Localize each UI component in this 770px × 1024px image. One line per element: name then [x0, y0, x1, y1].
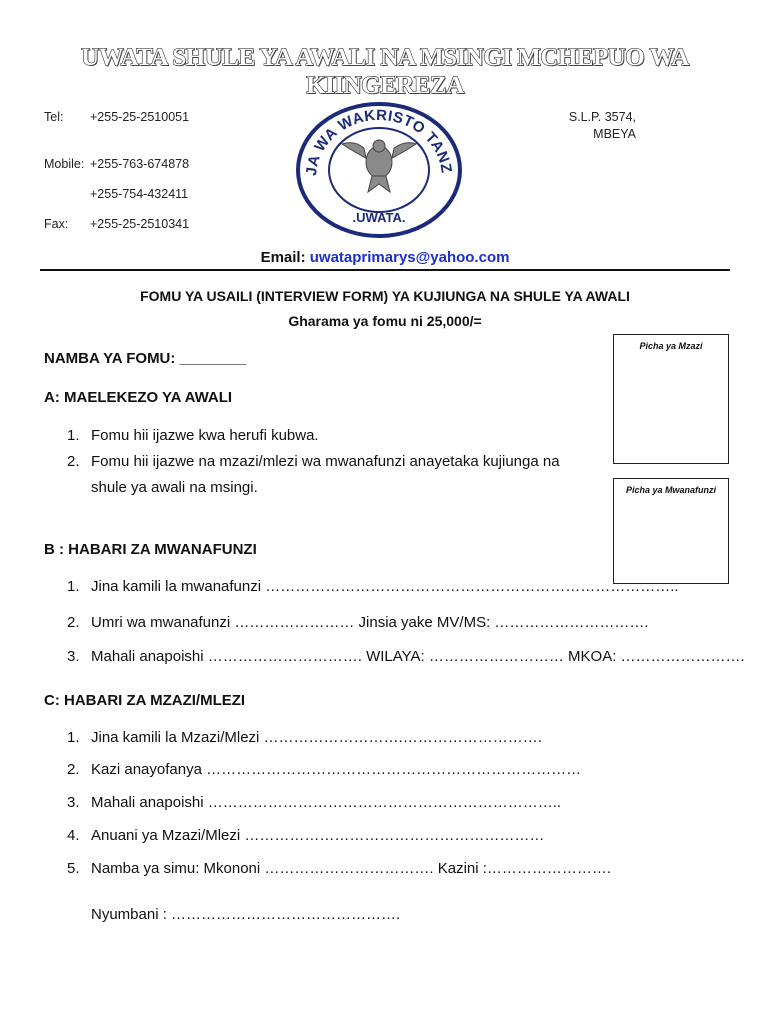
form-title: FOMU YA USAILI (INTERVIEW FORM) YA KUJIUNGA NA SHULE YA AWALI	[140, 288, 630, 304]
email-label: Email:	[260, 249, 306, 266]
student-residence-field[interactable]	[67, 648, 745, 665]
mobile-label: Mobile:	[44, 157, 85, 171]
section-a-item-2-cont	[67, 479, 258, 496]
mobile-value-1: +255-763-674878	[90, 157, 190, 171]
student-name-field[interactable]	[67, 578, 679, 595]
section-a-item-1	[67, 427, 319, 444]
school-title-line1: UWATA SHULE YA AWALI NA MSINGI MCHEPUO WA	[81, 44, 689, 71]
item-text: Fomu hii ijazwe kwa herufi kubwa.	[91, 427, 319, 444]
item-number: 3.	[67, 794, 80, 811]
school-title-line2: KIINGEREZA	[306, 72, 464, 99]
item-text: Kazi anayofanya …………………………………………………………………	[91, 761, 582, 778]
parent-photo-box	[613, 334, 729, 464]
item-number: 5.	[67, 860, 80, 877]
student-photo-label: Picha ya Mwanafunzi	[625, 485, 717, 495]
tel-value: +255-25-2510051	[90, 110, 190, 124]
logo-abbrev: .UWATA.	[352, 210, 406, 225]
item-text: Umri wa mwanafunzi …………………… Jinsia yake MV/MS: ………………………….	[91, 614, 649, 631]
section-b-heading: B : HABARI ZA MWANAFUNZI	[44, 541, 257, 558]
student-photo-box	[613, 478, 729, 584]
item-text: Mahali anapoishi ……………………………………………………………..	[91, 794, 562, 811]
item-number: 1.	[67, 427, 80, 444]
home-phone-field[interactable]: Nyumbani : ……………………………………….	[91, 906, 401, 923]
item-text: Mahali anapoishi …………………………. WILAYA: ……………………… MKOA: …………………….	[91, 648, 745, 665]
item-text: Fomu hii ijazwe na mzazi/mlezi wa mwanafunzi anayetaka kujiunga na	[91, 453, 560, 470]
logo-seal-icon	[294, 100, 464, 240]
email-line	[0, 249, 770, 266]
city: MBEYA	[593, 127, 636, 141]
item-text: Jina kamili la Mzazi/Mlezi ……………………….……………………….	[91, 729, 542, 746]
logo-arc-text: JA WA WAKRISTO TANZ	[302, 106, 455, 177]
parent-occupation-field[interactable]	[67, 761, 581, 778]
form-fee: Gharama ya fomu ni 25,000/=	[288, 313, 482, 329]
item-number: 1.	[67, 729, 80, 746]
form-number[interactable]: NAMBA YA FOMU: ________	[44, 350, 247, 367]
item-number: 1.	[67, 578, 80, 595]
item-text: Namba ya simu: Mkononi ……………………………. Kazini :…………………….	[91, 860, 612, 877]
item-text: Jina kamili la mwanafunzi ………………………………………………………………………..	[91, 578, 679, 595]
school-title	[40, 44, 730, 100]
header-divider	[40, 269, 730, 271]
item-number: 2.	[67, 614, 80, 631]
section-c-heading: C: HABARI ZA MZAZI/MLEZI	[44, 692, 246, 709]
school-logo	[294, 100, 464, 240]
parent-photo-label: Picha ya Mzazi	[639, 341, 703, 351]
item-number: 2.	[67, 761, 80, 778]
parent-name-field[interactable]	[67, 729, 542, 746]
fax-value: +255-25-2510341	[90, 217, 190, 231]
item-number: 3.	[67, 648, 80, 665]
student-age-gender-field[interactable]	[67, 614, 649, 631]
item-number: 4.	[67, 827, 80, 844]
parent-address-field[interactable]	[67, 827, 544, 844]
tel-label: Tel:	[44, 110, 64, 124]
fax-label: Fax:	[44, 217, 69, 231]
parent-residence-field[interactable]	[67, 794, 561, 811]
item-text: shule ya awali na msingi.	[91, 479, 258, 496]
email-link[interactable]: uwataprimarys@yahoo.com	[309, 249, 510, 266]
parent-phone-field[interactable]	[67, 860, 611, 877]
mobile-value-2: +255-754-432411	[90, 187, 189, 201]
section-a-item-2	[67, 453, 560, 470]
section-a-heading: A: MAELEKEZO YA AWALI	[44, 389, 233, 406]
item-text: Anuani ya Mzazi/Mlezi ……………………………………………………	[91, 827, 545, 844]
po-box: S.L.P. 3574,	[568, 110, 636, 124]
item-number: 2.	[67, 453, 80, 470]
